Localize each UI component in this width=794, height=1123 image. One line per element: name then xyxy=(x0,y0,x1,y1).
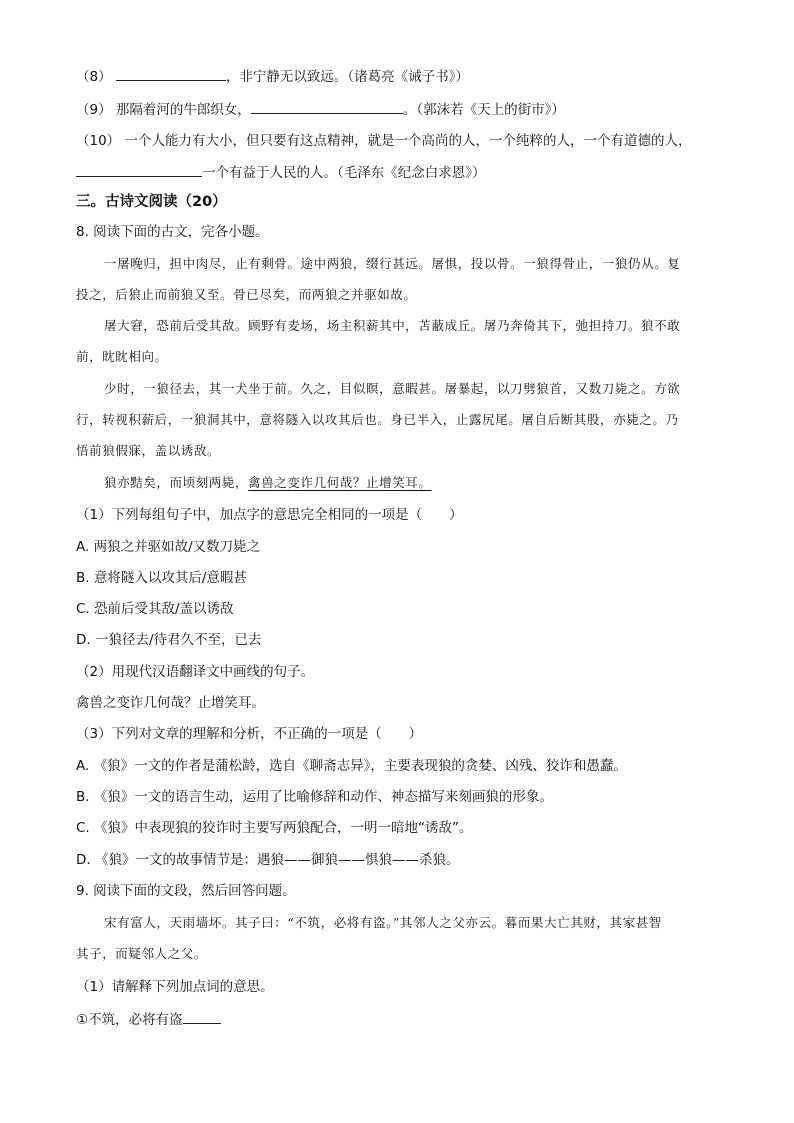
passage-line: 其子，而疑邻人之父。 xyxy=(76,946,208,961)
section-heading: 三。古诗文阅读（20） xyxy=(76,194,227,210)
item-number: （8） xyxy=(76,69,112,85)
item-text: 一个有益于人民的人。（毛泽东《纪念白求恩》） xyxy=(202,165,486,181)
passage-line: 屠大窘，恐前后受其敌。顾野有麦场，场主积薪其中，苫蔽成丘。屠乃奔倚其下，弛担持刀。狼不敢 xyxy=(104,318,681,333)
answer-blank[interactable] xyxy=(251,99,403,114)
fill-item-10 xyxy=(76,131,691,151)
sub-question-1: （1）请解释下列加点词的意思。 xyxy=(76,979,274,995)
option-a[interactable]: A. 两狼之并驱如故/又数刀毙之 xyxy=(76,539,261,555)
item-text: 那隔着河的牛郎织女， xyxy=(115,102,251,118)
answer-blank[interactable] xyxy=(116,66,226,81)
underlined-sentence: 禽兽之变诈几何哉？止增笑耳。 xyxy=(248,475,432,490)
item-text: ，非宁静无以致远。（诸葛亮《诫子书》） xyxy=(225,69,469,85)
passage-line: 投之，后狼止而前狼又至。骨已尽矣，而两狼之并驱如故。 xyxy=(76,287,417,302)
passage-line: 悟前狼假寐，盖以诱敌。 xyxy=(76,443,221,458)
passage-line: 少时，一狼径去，其一犬坐于前。久之，目似瞑，意暇甚。屠暴起，以刀劈狼首，又数刀毙之。方欲 xyxy=(104,381,681,396)
vocab-item-1 xyxy=(76,1009,221,1030)
sub-question-3: （3）下列对文章的理解和分析，不正确的一项是（ ） xyxy=(76,726,423,742)
fill-item-8 xyxy=(76,66,469,87)
item-text: 。（郭沫若《天上的街市》） xyxy=(402,102,565,118)
item-text: ①不筑，必将有盗 xyxy=(76,1012,183,1028)
sub-question-1: （1）下列每组句子中，加点字的意思完全相同的一项是（ ） xyxy=(76,507,463,523)
passage-text: 狼亦黠矣，而顷刻两毙， xyxy=(104,475,249,490)
answer-blank[interactable] xyxy=(76,162,202,177)
option-c[interactable]: C. 恐前后受其敌/盖以诱敌 xyxy=(76,601,234,617)
answer-blank[interactable] xyxy=(183,1009,221,1024)
sub-question-2: （2）用现代汉语翻译文中画线的句子。 xyxy=(76,664,315,680)
passage-line: 行，转视积薪后，一狼洞其中，意将隧入以攻其后也。身已半入，止露尻尾。屠自后断其股，亦毙之。乃 xyxy=(76,412,679,427)
option-b[interactable]: B. 《狼》一文的语言生动，运用了比喻修辞和动作、神态描写来刻画狼的形象。 xyxy=(76,789,553,805)
item-text: 一个人能力有大小，但只要有这点精神，就是一个高尚的人，一个纯粹的人，一个有道德的人， xyxy=(124,133,692,149)
option-b[interactable]: B. 意将隧入以攻其后/意暇甚 xyxy=(76,570,247,586)
option-c[interactable]: C. 《狼》中表现狼的狡诈时主要写两狼配合，一明一暗地“诱敌”。 xyxy=(76,820,473,836)
passage-line: 前，眈眈相向。 xyxy=(76,349,168,364)
passage-line xyxy=(104,473,432,493)
translation-sentence: 禽兽之变诈几何哉？止增笑耳。 xyxy=(76,695,265,711)
passage-line: 宋有富人，天雨墙坏。其子曰：“不筑，必将有盗。”其邻人之父亦云。暮而果大亡其财，其家甚智 xyxy=(104,915,662,930)
passage-line: 一屠晚归，担中肉尽，止有剩骨。途中两狼，缀行甚远。屠惧，投以骨。一狼得骨止，一狼仍从。复 xyxy=(104,256,681,271)
question-8-prompt: 8. 阅读下面的古文，完各小题。 xyxy=(76,224,269,240)
option-a[interactable]: A. 《狼》一文的作者是蒲松龄，选自《聊斋志异》，主要表现狼的贪婪、凶残、狡诈和愚蠢。 xyxy=(76,758,627,774)
question-9-prompt: 9. 阅读下面的文段，然后回答问题。 xyxy=(76,883,296,899)
option-d[interactable]: D. 《狼》一文的故事情节是：遇狼——御狼——惧狼——杀狼。 xyxy=(76,852,460,868)
fill-item-9 xyxy=(76,99,565,120)
fill-item-10-continued xyxy=(76,162,486,183)
option-d[interactable]: D. 一狼径去/待君久不至，已去 xyxy=(76,632,262,648)
item-number: （10） xyxy=(76,133,121,149)
item-number: （9） xyxy=(76,102,112,118)
